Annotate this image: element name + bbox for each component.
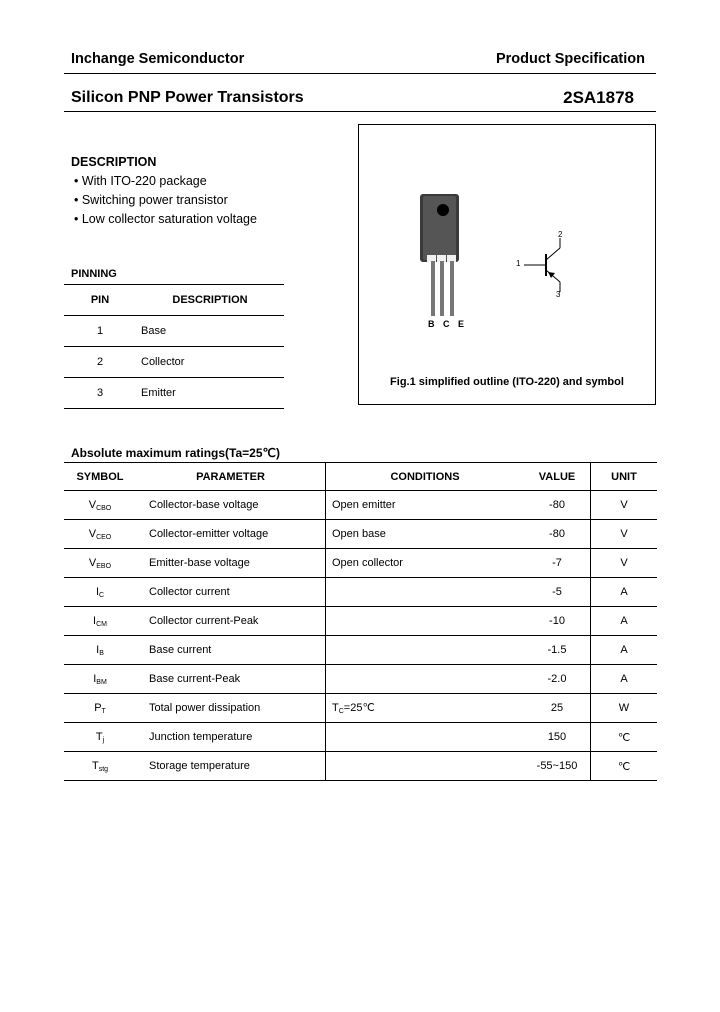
figure-caption: Fig.1 simplified outline (ITO-220) and symbol bbox=[390, 376, 624, 388]
pinning-table bbox=[64, 284, 284, 409]
symbol-subscript: EBO bbox=[96, 562, 112, 570]
unit-cell: V bbox=[591, 549, 658, 578]
value-cell: -80 bbox=[524, 491, 591, 520]
company-name: Inchange Semiconductor bbox=[71, 51, 245, 67]
unit-cell: V bbox=[591, 520, 658, 549]
symbol-letter: I bbox=[96, 643, 100, 656]
symbol-cell bbox=[64, 723, 136, 752]
symbol-letter: I bbox=[93, 614, 97, 627]
table-row bbox=[64, 636, 657, 665]
table-row bbox=[64, 752, 657, 781]
symbol-subscript: CEO bbox=[96, 533, 112, 541]
symbol-letter: T bbox=[91, 759, 99, 772]
value-cell: -10 bbox=[524, 607, 591, 636]
conditions-cell: Open base bbox=[326, 520, 525, 549]
header-rule bbox=[64, 73, 656, 74]
pin-number: 2 bbox=[64, 347, 136, 378]
table-row bbox=[64, 578, 657, 607]
description-bullet: • With ITO-220 package bbox=[74, 174, 207, 188]
table-row bbox=[64, 723, 657, 752]
table-row bbox=[64, 316, 284, 347]
value-cell: 25 bbox=[524, 694, 591, 723]
unit-cell: A bbox=[591, 665, 658, 694]
unit-cell: A bbox=[591, 607, 658, 636]
pin-description: Base bbox=[136, 316, 284, 347]
lead-labels: B C E bbox=[428, 319, 468, 329]
symbol-pin-2: 2 bbox=[558, 230, 563, 239]
unit-cell: A bbox=[591, 578, 658, 607]
parameter-cell: Base current-Peak bbox=[136, 665, 326, 694]
conditions-cell bbox=[326, 723, 525, 752]
figure-box bbox=[358, 124, 656, 405]
description-bullet: • Switching power transistor bbox=[74, 193, 228, 207]
symbol-letter: V bbox=[88, 527, 97, 540]
pinning-heading: PINNING bbox=[71, 268, 117, 280]
symbol-subscript: T bbox=[101, 707, 106, 715]
part-number: 2SA1878 bbox=[563, 88, 634, 107]
symbol-letter: V bbox=[88, 556, 97, 569]
symbol-cell bbox=[64, 752, 136, 781]
ratings-table bbox=[64, 462, 657, 781]
product-family: Silicon PNP Power Transistors bbox=[71, 89, 304, 106]
value-column-header: VALUE bbox=[524, 463, 591, 491]
symbol-letter: I bbox=[95, 585, 99, 598]
value-cell: 150 bbox=[524, 723, 591, 752]
symbol-letter: P bbox=[94, 701, 102, 714]
parameter-cell: Collector-emitter voltage bbox=[136, 520, 326, 549]
parameter-cell: Storage temperature bbox=[136, 752, 326, 781]
cond-rest: =25℃ bbox=[343, 702, 375, 714]
symbol-cell bbox=[64, 578, 136, 607]
conditions-cell bbox=[326, 665, 525, 694]
table-row bbox=[64, 491, 657, 520]
parameter-cell: Collector-base voltage bbox=[136, 491, 326, 520]
doc-type: Product Specification bbox=[495, 51, 645, 67]
ito220-package-image bbox=[419, 193, 475, 323]
symbol-subscript: B bbox=[99, 649, 104, 657]
value-cell: -5 bbox=[524, 578, 591, 607]
symbol-cell bbox=[64, 549, 136, 578]
parameter-cell: Total power dissipation bbox=[136, 694, 326, 723]
pin-column-header: PIN bbox=[64, 285, 136, 316]
value-cell: -7 bbox=[524, 549, 591, 578]
symbol-cell bbox=[64, 491, 136, 520]
unit-cell: A bbox=[591, 636, 658, 665]
symbol-cell bbox=[64, 607, 136, 636]
conditions-cell bbox=[326, 607, 525, 636]
parameter-cell: Base current bbox=[136, 636, 326, 665]
table-row bbox=[64, 607, 657, 636]
cond-subscript: C bbox=[338, 708, 344, 715]
symbol-cell bbox=[64, 665, 136, 694]
conditions-cell: Open emitter bbox=[326, 491, 525, 520]
cond-symbol: T bbox=[332, 702, 339, 714]
table-row bbox=[64, 520, 657, 549]
conditions-cell bbox=[326, 694, 525, 723]
symbol-cell bbox=[64, 694, 136, 723]
conditions-cell: Open collector bbox=[326, 549, 525, 578]
parameter-column-header: PARAMETER bbox=[136, 463, 326, 491]
symbol-subscript: CM bbox=[96, 620, 107, 628]
unit-cell: ℃ bbox=[591, 752, 658, 781]
parameter-cell: Emitter-base voltage bbox=[136, 549, 326, 578]
symbol-pin-1: 1 bbox=[516, 259, 521, 268]
pin-number: 1 bbox=[64, 316, 136, 347]
table-row bbox=[64, 347, 284, 378]
unit-cell: ℃ bbox=[591, 723, 658, 752]
title-rule bbox=[64, 111, 656, 112]
pin-description-column-header: DESCRIPTION bbox=[136, 285, 284, 316]
value-cell: -1.5 bbox=[524, 636, 591, 665]
ratings-heading: Absolute maximum ratings(Ta=25℃) bbox=[71, 446, 280, 460]
symbol-letter: V bbox=[88, 498, 97, 511]
symbol-column-header: SYMBOL bbox=[64, 463, 136, 491]
description-bullet: • Low collector saturation voltage bbox=[74, 212, 257, 226]
symbol-cell bbox=[64, 636, 136, 665]
conditions-column-header: CONDITIONS bbox=[326, 463, 525, 491]
symbol-subscript: stg bbox=[98, 765, 109, 773]
conditions-cell bbox=[326, 636, 525, 665]
symbol-subscript: BM bbox=[96, 678, 107, 686]
symbol-subscript: CBO bbox=[96, 504, 112, 512]
unit-cell: W bbox=[591, 694, 658, 723]
pnp-transistor-symbol-icon bbox=[524, 230, 574, 300]
parameter-cell: Collector current bbox=[136, 578, 326, 607]
symbol-pin-3: 3 bbox=[556, 290, 561, 299]
table-row bbox=[64, 665, 657, 694]
conditions-cell bbox=[326, 752, 525, 781]
value-cell: -80 bbox=[524, 520, 591, 549]
table-row bbox=[64, 549, 657, 578]
value-cell: -55~150 bbox=[524, 752, 591, 781]
unit-column-header: UNIT bbox=[591, 463, 658, 491]
description-heading: DESCRIPTION bbox=[71, 155, 157, 169]
parameter-cell: Junction temperature bbox=[136, 723, 326, 752]
symbol-subscript: C bbox=[99, 591, 105, 599]
pin-number: 3 bbox=[64, 378, 136, 409]
symbol-letter: I bbox=[93, 672, 97, 685]
pin-description: Emitter bbox=[136, 378, 284, 409]
table-row bbox=[64, 694, 657, 723]
symbol-cell bbox=[64, 520, 136, 549]
unit-cell: V bbox=[591, 491, 658, 520]
parameter-cell: Collector current-Peak bbox=[136, 607, 326, 636]
symbol-letter: T bbox=[95, 730, 103, 743]
conditions-cell bbox=[326, 578, 525, 607]
pin-description: Collector bbox=[136, 347, 284, 378]
value-cell: -2.0 bbox=[524, 665, 591, 694]
symbol-subscript: j bbox=[102, 736, 105, 744]
table-row bbox=[64, 378, 284, 409]
